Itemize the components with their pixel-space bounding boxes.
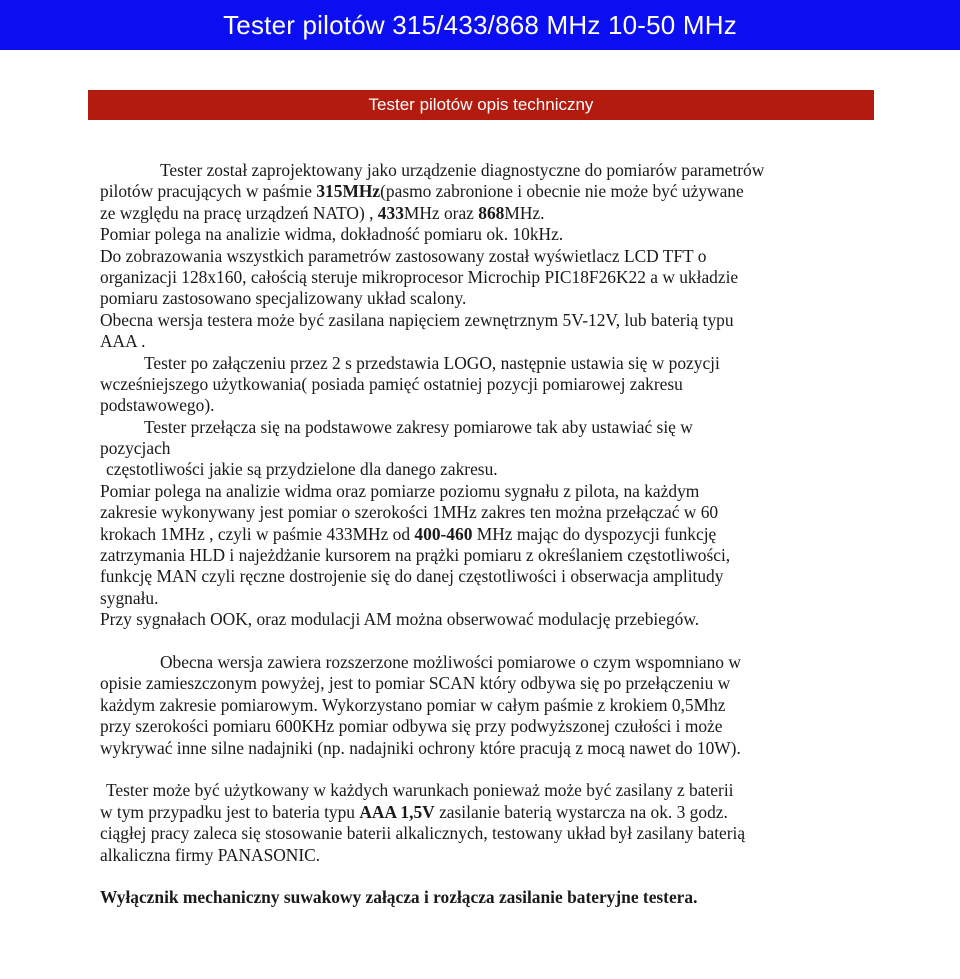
text-line: pomiaru zastosowano specjalizowany układ scalony. bbox=[100, 288, 467, 309]
text-run-bold: 868 bbox=[478, 202, 505, 223]
text-line-bold: Wyłącznik mechaniczny suwakowy załącza i rozłącza zasilanie bateryjne testera. bbox=[100, 887, 698, 908]
text-line: Tester przełącza się na podstawowe zakresy pomiarowe tak aby ustawiać się w bbox=[144, 416, 693, 437]
text-line: wcześniejszego użytkowania( posiada pamięć ostatniej pozycji pomiarowej zakresu bbox=[100, 373, 683, 394]
text-line: wykrywać inne silne nadajniki (np. nadajniki ochrony które pracują z mocą nawet do 10W). bbox=[100, 737, 741, 758]
text-line bbox=[100, 203, 870, 224]
text-line: podstawowego). bbox=[100, 395, 215, 416]
paragraph-spacer bbox=[100, 866, 870, 887]
text-line: alkaliczna firmy PANASONIC. bbox=[100, 844, 321, 865]
text-line: organizacji 128x160, całością steruje mikroprocesor Microchip PIC18F26K22 a w układzie bbox=[100, 266, 739, 287]
section-header-bar bbox=[88, 90, 874, 120]
text-line: pozycjach bbox=[100, 438, 171, 459]
text-line bbox=[100, 181, 870, 202]
text-line: przy szerokości pomiaru 600KHz pomiar odbywa się przy podwyższonej czułości i może bbox=[100, 716, 723, 737]
paragraph-switch bbox=[100, 887, 870, 908]
text-run: MHz oraz bbox=[403, 202, 479, 223]
paragraph-scan bbox=[100, 652, 870, 759]
text-line: funkcję MAN czyli ręczne dostrojenie się do danej częstotliwości i obserwacja amplitudy bbox=[100, 566, 724, 587]
text-line: Pomiar polega na analizie widma oraz pomiarze poziomu sygnału z pilota, na każdym bbox=[100, 480, 700, 501]
page-title: Tester pilotów 315/433/868 MHz 10-50 MHz bbox=[223, 9, 737, 40]
text-line: AAA . bbox=[100, 331, 146, 352]
text-line: Obecna wersja zawiera rozszerzone możliwości pomiarowe o czym wspomniano w bbox=[160, 651, 741, 672]
paragraph-spacer bbox=[100, 759, 870, 780]
text-line: sygnału. bbox=[100, 587, 159, 608]
text-line: zatrzymania HLD i najeżdżanie kursorem na prążki pomiaru z określaniem częstotliwości, bbox=[100, 545, 731, 566]
text-run: krokach 1MHz , czyli w paśmie 433MHz od bbox=[100, 523, 415, 544]
text-run-bold: 315MHz bbox=[316, 181, 381, 202]
text-line: Tester po załączeniu przez 2 s przedstawia LOGO, następnie ustawia się w pozycji bbox=[144, 352, 720, 373]
text-line: ciągłej pracy zaleca się stosowanie baterii alkalicznych, testowany układ był zasilany baterią bbox=[100, 823, 746, 844]
text-line: zakresie wykonywany jest pomiar o szerokości 1MHz zakres ten można przełączać w 60 bbox=[100, 502, 719, 523]
paragraph-power bbox=[100, 780, 870, 866]
text-line: Przy sygnałach OOK, oraz modulacji AM można obserwować modulację przebiegów. bbox=[100, 609, 700, 630]
text-run: MHz. bbox=[504, 202, 545, 223]
text-line bbox=[100, 524, 870, 545]
text-run: (pasmo zabronione i obecnie nie może być używane bbox=[380, 181, 744, 202]
text-line: każdym zakresie pomiarowym. Wykorzystano pomiar w całym paśmie z krokiem 0,5Mhz bbox=[100, 694, 726, 715]
text-line: Pomiar polega na analizie widma, dokładność pomiaru ok. 10kHz. bbox=[100, 224, 564, 245]
paragraph-spacer bbox=[100, 631, 870, 652]
text-line: częstotliwości jakie są przydzielone dla danego zakresu. bbox=[106, 459, 498, 480]
text-run: pilotów pracujących w paśmie bbox=[100, 181, 317, 202]
text-run: zasilanie baterią wystarcza na ok. 3 godz. bbox=[434, 801, 728, 822]
text-line: Tester został zaprojektowany jako urządzenie diagnostyczne do pomiarów parametrów bbox=[160, 160, 765, 180]
text-line: Do zobrazowania wszystkich parametrów zastosowany został wyświetlacz LCD TFT o bbox=[100, 245, 707, 266]
paragraph-overview bbox=[100, 160, 870, 631]
page-title-bar bbox=[0, 0, 960, 50]
section-title: Tester pilotów opis techniczny bbox=[368, 95, 594, 114]
text-line: Tester może być użytkowany w każdych warunkach ponieważ może być zasilany z baterii bbox=[106, 780, 734, 801]
text-run-bold: AAA 1,5V bbox=[359, 801, 435, 822]
text-line: Obecna wersja testera może być zasilana napięciem zewnętrznym 5V-12V, lub baterią typu bbox=[100, 309, 734, 330]
text-run: ze względu na pracę urządzeń NATO) , bbox=[100, 202, 378, 223]
text-run: MHz mając do dyspozycji funkcję bbox=[472, 523, 717, 544]
text-line: opisie zamieszczonym powyżej, jest to pomiar SCAN który odbywa się po przełączeniu w bbox=[100, 673, 731, 694]
text-line bbox=[100, 802, 870, 823]
text-run-bold: 400-460 bbox=[414, 523, 473, 544]
text-run: w tym przypadku jest to bateria typu bbox=[100, 801, 360, 822]
text-run-bold: 433 bbox=[377, 202, 404, 223]
document-body bbox=[100, 160, 870, 909]
